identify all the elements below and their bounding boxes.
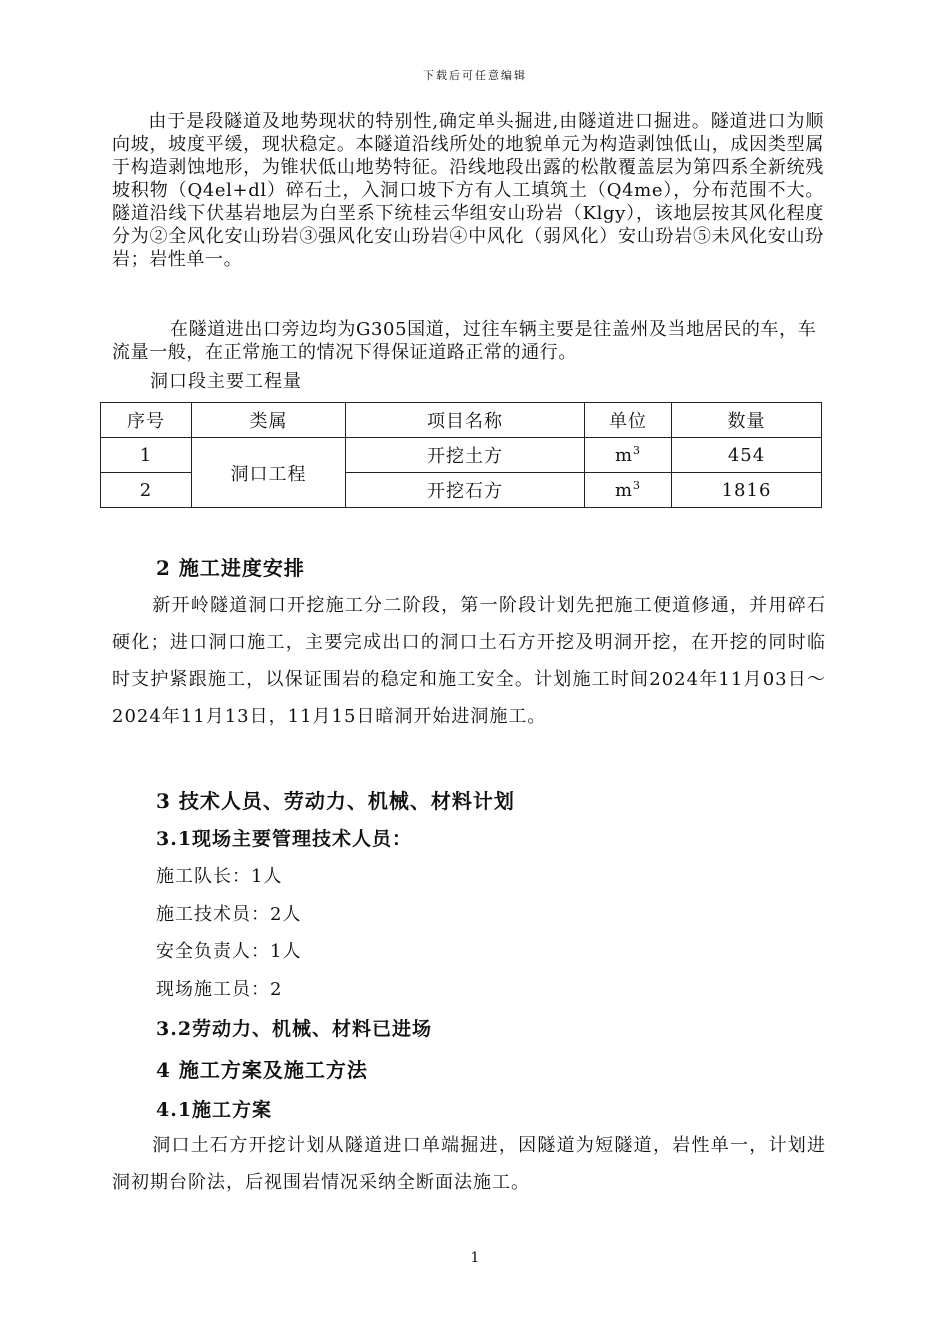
unit-text: m <box>614 480 634 501</box>
table-row <box>101 438 822 473</box>
quantity-table <box>100 402 822 508</box>
cell-qty: 1816 <box>672 473 822 508</box>
cell-item: 开挖石方 <box>346 473 585 508</box>
header-cell-unit: 单位 <box>585 403 672 438</box>
paragraph-traffic <box>112 318 824 364</box>
header-cell-category: 类属 <box>192 403 346 438</box>
staff-item: 施工技术员：2人 <box>156 904 302 925</box>
cell-no: 1 <box>101 438 192 473</box>
section-3-2-title: 3.2劳动力、机械、材料已进场 <box>156 1018 433 1040</box>
paragraph-geology <box>112 110 824 271</box>
page-number: 1 <box>470 1250 480 1266</box>
section-2-body <box>112 587 826 735</box>
section-3-1-title: 3.1现场主要管理技术人员： <box>156 828 413 850</box>
cell-unit <box>585 438 672 473</box>
cell-qty: 454 <box>672 438 822 473</box>
header-cell-item: 项目名称 <box>346 403 585 438</box>
staff-item: 施工队长：1人 <box>156 866 283 887</box>
cell-category: 洞口工程 <box>192 438 346 508</box>
staff-item: 安全负责人：1人 <box>156 941 302 962</box>
cell-unit <box>585 473 672 508</box>
section-2-text: 新开岭隧道洞口开挖施工分二阶段，第一阶段计划先把施工便道修通，并用碎石硬化；进口洞口施工，主要完成出口的洞口土石方开挖及明洞开挖，在开挖的同时临时支护紧跟施工，以保证围岩的稳定和施工安全。计划施工时间2024年11月03日～2024年11月13日，11月15日暗洞开始进洞施工。 <box>112 595 826 727</box>
section-4-1-body <box>112 1127 826 1201</box>
staff-item: 现场施工员：2 <box>156 979 283 1000</box>
unit-superscript: 3 <box>633 444 642 457</box>
cell-item: 开挖土方 <box>346 438 585 473</box>
table-header-row <box>101 403 822 438</box>
section-4-title: 4 施工方案及施工方法 <box>156 1058 368 1082</box>
paragraph-traffic-text: 在隧道进出口旁边均为G305国道，过往车辆主要是往盖州及当地居民的车，车流量一般，在正常施工的情况下得保证道路正常的通行。 <box>112 319 817 363</box>
section-4-1-text: 洞口土石方开挖计划从隧道进口单端掘进，因隧道为短隧道，岩性单一，计划进洞初期台阶法，后视围岩情况采纳全断面法施工。 <box>112 1135 826 1193</box>
table-caption: 洞口段主要工程量 <box>150 371 302 392</box>
cell-no: 2 <box>101 473 192 508</box>
header-cell-qty: 数量 <box>672 403 822 438</box>
unit-text: m <box>614 445 634 466</box>
section-4-1-title: 4.1施工方案 <box>156 1099 273 1121</box>
section-2-title: 2 施工进度安排 <box>156 556 305 580</box>
header-cell-no: 序号 <box>101 403 192 438</box>
unit-superscript: 3 <box>633 479 642 492</box>
section-3-title: 3 技术人员、劳动力、机械、材料计划 <box>156 789 515 813</box>
page-header: 下载后可任意编辑 <box>423 69 527 82</box>
paragraph-geology-text: 由于是段隧道及地势现状的特别性,确定单头掘进,由隧道进口掘进。隧道进口为顺向坡，坡度平缓，现状稳定。本隧道沿线所处的地貌单元为构造剥蚀低山，成因类型属于构造剥蚀地形，为锥状低山地势特征。沿线地段出露的松散覆盖层为第四系全新统残坡积物（Q4el+dl）碎石土，入洞口坡下方有人工填筑土（Q4me），分布范围不大。隧道沿线下伏基岩地层为白垩系下统桂云华组安山玢岩（Klgy），该地层按其风化程度分为②全风化安山玢岩③强风化安山玢岩④中风化（弱风化）安山玢岩⑤未风化安山玢岩；岩性单一。 <box>112 111 824 270</box>
